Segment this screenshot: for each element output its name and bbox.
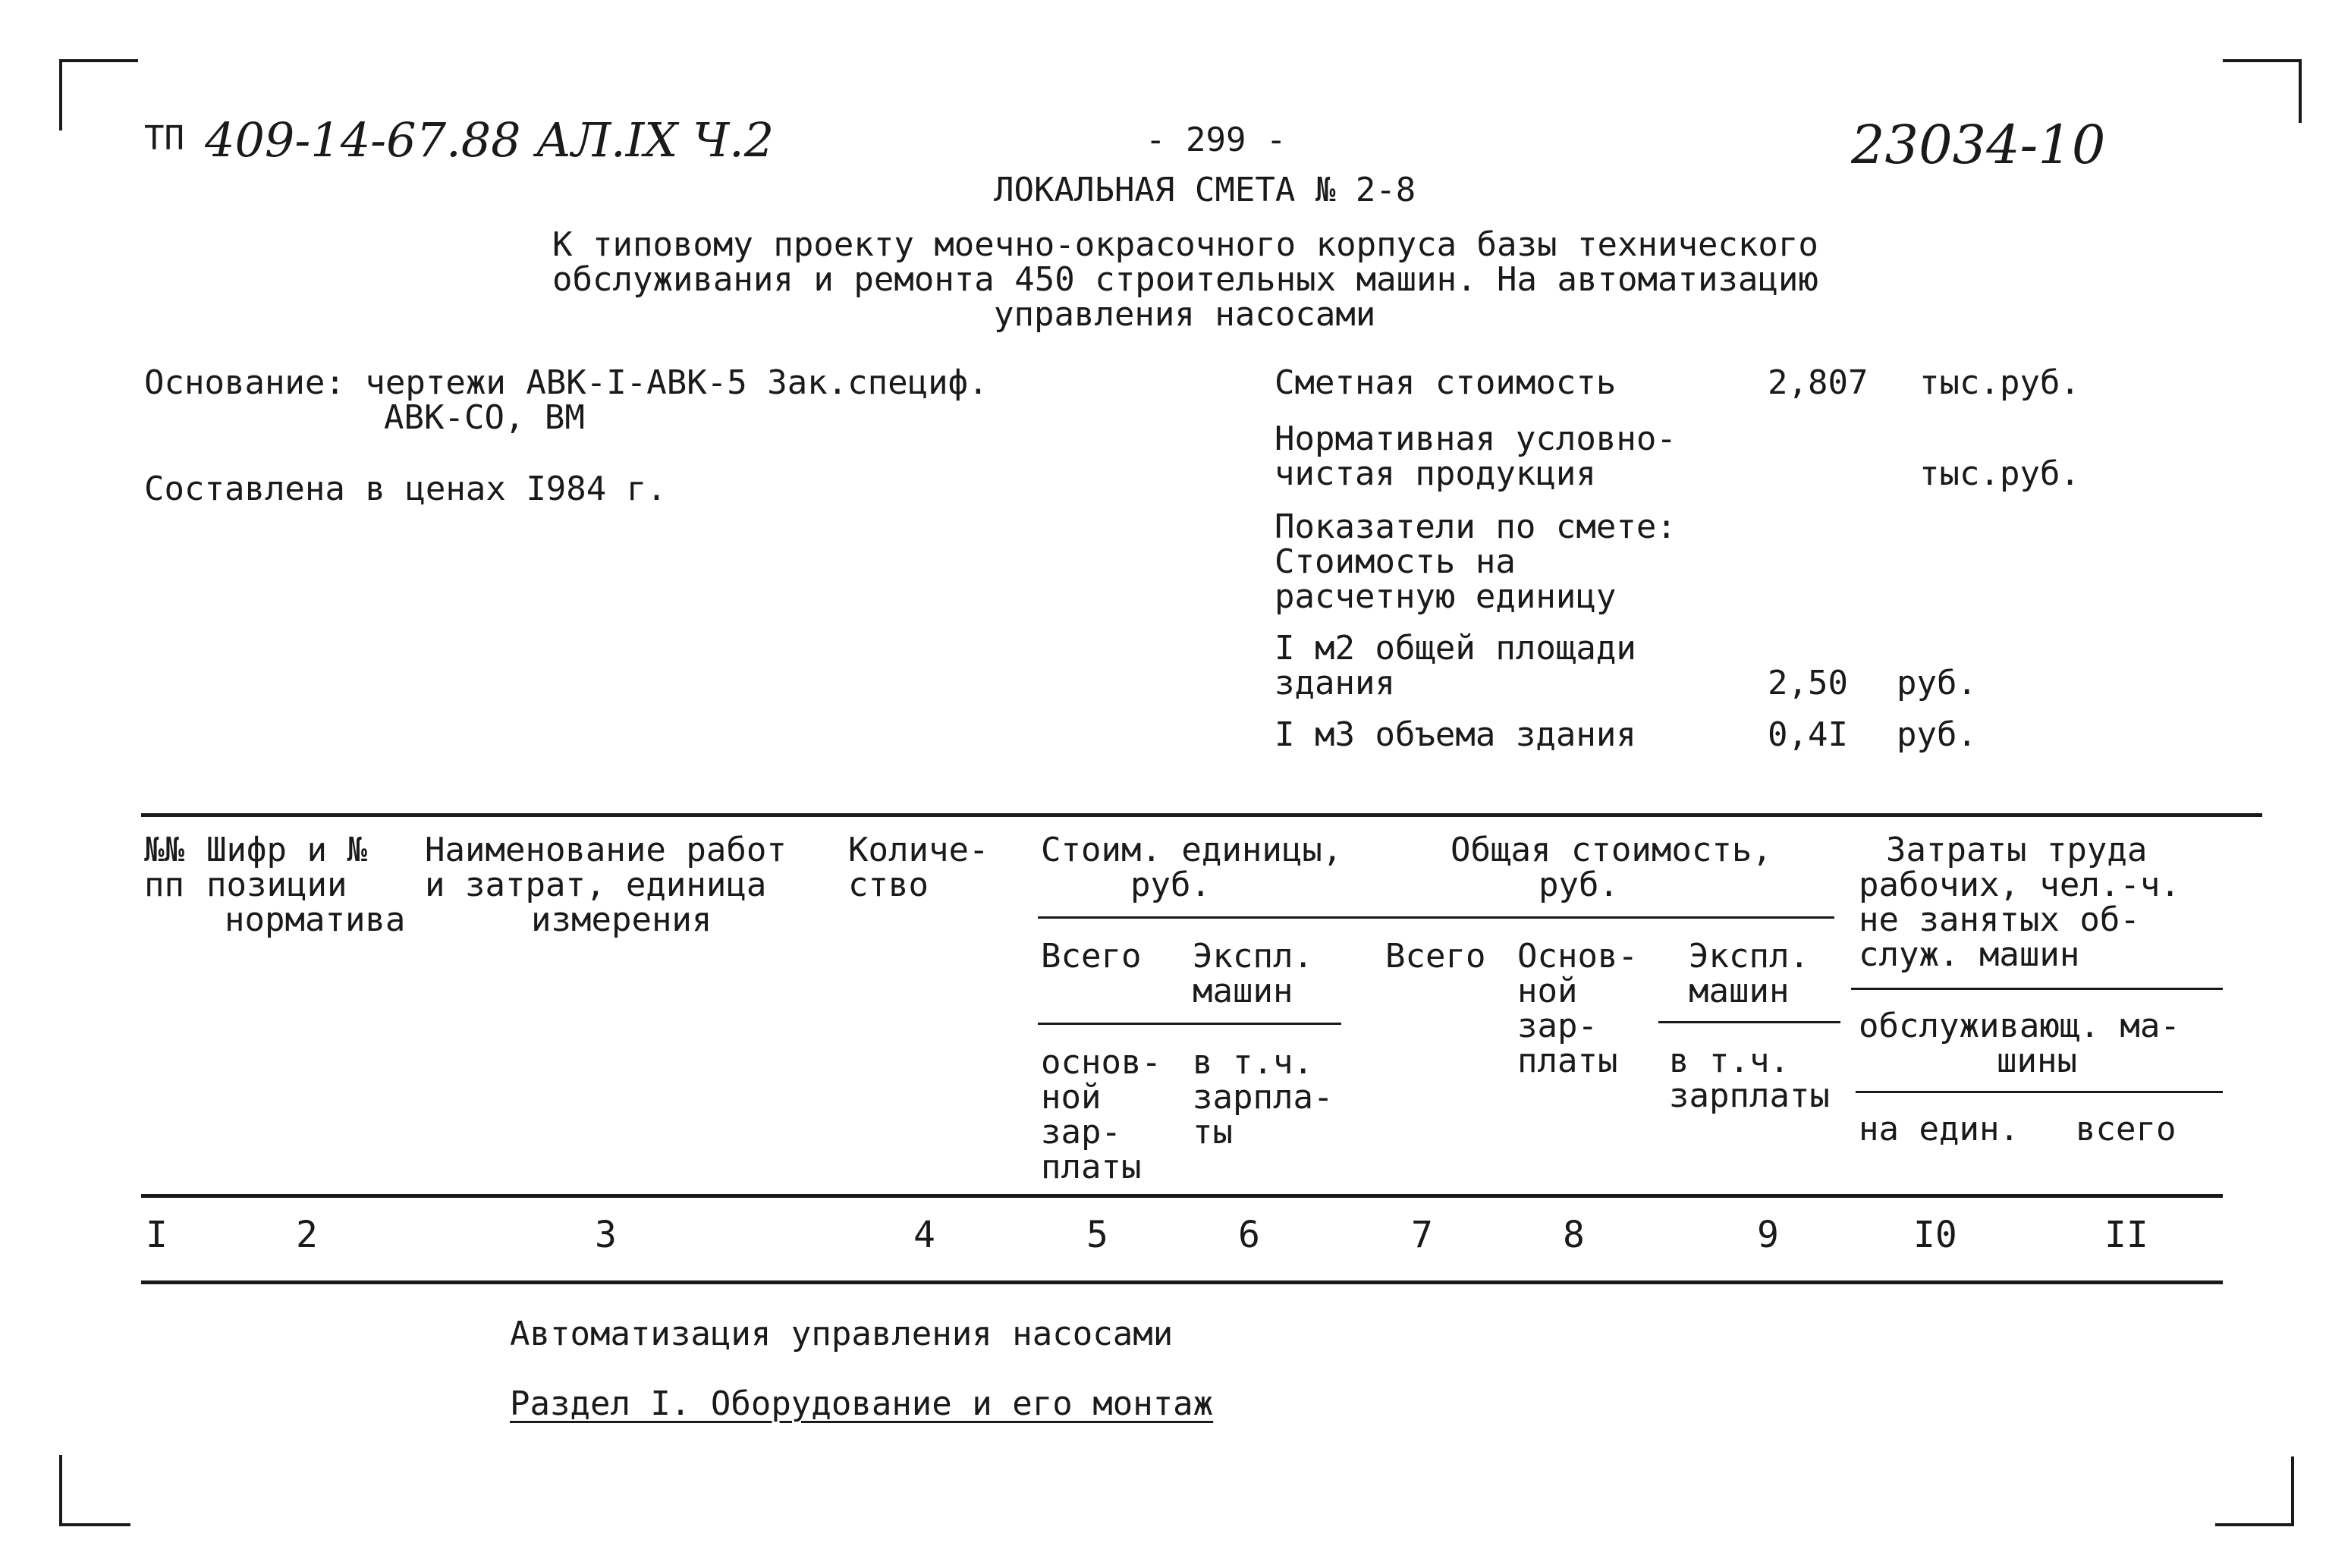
unit-wage-header-line-2: ной bbox=[1041, 1078, 1102, 1117]
column-number-8: 8 bbox=[1563, 1214, 1585, 1256]
column-number-4: 4 bbox=[913, 1214, 935, 1256]
col3-header-line-3: измерения bbox=[531, 900, 712, 939]
numbers-bottom-rule bbox=[141, 1280, 2223, 1284]
volume-unit: руб. bbox=[1897, 715, 1977, 754]
document-title: ЛОКАЛЬНАЯ СМЕТА № 2-8 bbox=[994, 171, 1416, 209]
labor-serving-header-line-1: обслуживающ. ма- bbox=[1859, 1007, 2180, 1045]
col4-header-line-2: ство bbox=[848, 866, 929, 904]
labor-header-line-1: Затраты труда bbox=[1886, 831, 2148, 869]
corner-mark-top-left bbox=[59, 59, 138, 130]
col2-header-line-1: Шифр и № bbox=[206, 831, 367, 869]
unit-wage-header-line-1: основ- bbox=[1041, 1043, 1161, 1082]
estimated-cost-label: Сметная стоимость bbox=[1275, 363, 1617, 402]
col3-header-line-1: Наименование работ bbox=[425, 831, 787, 869]
column-number-6: 6 bbox=[1238, 1214, 1260, 1256]
total-machines-rule bbox=[1658, 1021, 1840, 1023]
estimated-cost-value: 2,807 bbox=[1768, 363, 1869, 402]
total-wage-header-line-2: ной bbox=[1517, 972, 1578, 1010]
total-wage-header-line-1: Основ- bbox=[1517, 937, 1638, 976]
header-bottom-rule bbox=[141, 1194, 2223, 1198]
area-label-2: здания bbox=[1275, 664, 1395, 702]
column-number-3: 3 bbox=[595, 1214, 617, 1256]
total-machines-header-line-1: Экспл. bbox=[1689, 937, 1809, 976]
col1-header-line-2: пп bbox=[144, 866, 184, 904]
col2-header-line-2: позиции bbox=[206, 866, 347, 904]
normative-unit: тыс.руб. bbox=[1919, 454, 2080, 493]
labor-header-line-2: рабочих, чел.-ч. bbox=[1859, 866, 2180, 904]
subtitle-line-3: управления насосами bbox=[994, 295, 1376, 334]
area-label-1: I м2 общей площади bbox=[1275, 629, 1636, 668]
unit-wage-header-line-3: зар- bbox=[1041, 1113, 1121, 1152]
total-total-header: Всего bbox=[1385, 937, 1486, 976]
column-number-1: I bbox=[146, 1214, 168, 1256]
total-incl-wage-header-line-2: зарплаты bbox=[1669, 1076, 1830, 1115]
indicators-line-2: Стоимость на bbox=[1275, 542, 1516, 581]
volume-label: I м3 объема здания bbox=[1275, 715, 1636, 754]
basis-line-1: Основание: чертежи АВК-I-АВК-5 Зак.специф. bbox=[144, 363, 988, 402]
project-code-handwritten: 409-14-67.88 АЛ.IX Ч.2 bbox=[205, 112, 775, 168]
indicators-line-1: Показатели по смете: bbox=[1275, 507, 1677, 546]
col2-header-line-3: норматива bbox=[225, 900, 406, 939]
labor-rule-1 bbox=[1851, 988, 2223, 990]
unit-machines-header-line-2: машин bbox=[1193, 972, 1293, 1010]
unit-wage-header-line-4: платы bbox=[1041, 1148, 1142, 1186]
unit-wage-rule bbox=[1038, 1023, 1341, 1025]
unit-total-header: Всего bbox=[1041, 937, 1142, 976]
labor-header-line-4: служ. машин bbox=[1859, 935, 2080, 974]
section-heading: Автоматизация управления насосами bbox=[510, 1315, 1174, 1353]
project-code-prefix: ТП bbox=[144, 119, 184, 158]
unit-machines-header-line-1: Экспл. bbox=[1193, 937, 1313, 976]
labor-header-line-3: не занятых об- bbox=[1859, 900, 2140, 939]
column-number-10: I0 bbox=[1913, 1214, 1957, 1256]
total-cost-header-line-1: Общая стоимость, bbox=[1451, 831, 1772, 869]
corner-mark-bottom-right bbox=[2215, 1456, 2294, 1526]
page-number: - 299 - bbox=[1146, 121, 1287, 159]
volume-value: 0,4I bbox=[1768, 715, 1848, 754]
normative-label-2: чистая продукция bbox=[1275, 454, 1596, 493]
indicators-line-3: расчетную единицу bbox=[1275, 577, 1617, 616]
labor-per-unit-header: на един. bbox=[1859, 1110, 2019, 1149]
subtitle-line-1: К типовому проекту моечно-окрасочного корпуса базы технического bbox=[552, 225, 1818, 264]
total-machines-header-line-2: машин bbox=[1689, 972, 1790, 1010]
column-number-11: II bbox=[2104, 1214, 2148, 1256]
total-wage-header-line-4: платы bbox=[1517, 1042, 1618, 1080]
labor-total-header: всего bbox=[2076, 1110, 2177, 1149]
total-wage-header-line-3: зар- bbox=[1517, 1007, 1598, 1045]
section-subheading: Раздел I. Оборудование и его монтаж bbox=[510, 1384, 1214, 1423]
column-number-2: 2 bbox=[296, 1214, 318, 1256]
unit-cost-rule bbox=[1038, 916, 1834, 919]
area-value: 2,50 bbox=[1768, 664, 1848, 702]
unit-incl-wage-header-line-1: в т.ч. bbox=[1193, 1043, 1313, 1082]
unit-cost-header-line-2: руб. bbox=[1130, 866, 1211, 904]
column-number-9: 9 bbox=[1757, 1214, 1779, 1256]
column-number-7: 7 bbox=[1411, 1214, 1433, 1256]
col1-header-line-1: №№ bbox=[144, 831, 184, 869]
labor-rule-2 bbox=[1856, 1091, 2223, 1093]
corner-mark-bottom-left bbox=[59, 1455, 130, 1526]
estimated-cost-unit: тыс.руб. bbox=[1919, 363, 2080, 402]
total-incl-wage-header-line-1: в т.ч. bbox=[1669, 1042, 1790, 1080]
corner-mark-top-right bbox=[2223, 59, 2302, 123]
col4-header-line-1: Количе- bbox=[848, 831, 989, 869]
unit-incl-wage-header-line-3: ты bbox=[1193, 1113, 1233, 1152]
table-top-rule bbox=[141, 813, 2262, 817]
subtitle-line-2: обслуживания и ремонта 450 строительных машин. На автоматизацию bbox=[552, 260, 1818, 299]
prices-year: Составлена в ценах I984 г. bbox=[144, 470, 667, 508]
normative-label-1: Нормативная условно- bbox=[1275, 419, 1677, 458]
unit-incl-wage-header-line-2: зарпла- bbox=[1193, 1078, 1334, 1117]
unit-cost-header-line-1: Стоим. единицы, bbox=[1041, 831, 1343, 869]
area-unit: руб. bbox=[1897, 664, 1977, 702]
basis-line-2: АВК-СО, ВМ bbox=[384, 398, 585, 437]
labor-serving-header-line-2: шины bbox=[1997, 1042, 2077, 1080]
total-cost-header-line-2: руб. bbox=[1539, 866, 1619, 904]
column-number-5: 5 bbox=[1086, 1214, 1108, 1256]
document-number-handwritten: 23034-10 bbox=[1851, 114, 2106, 176]
col3-header-line-2: и затрат, единица bbox=[425, 866, 767, 904]
